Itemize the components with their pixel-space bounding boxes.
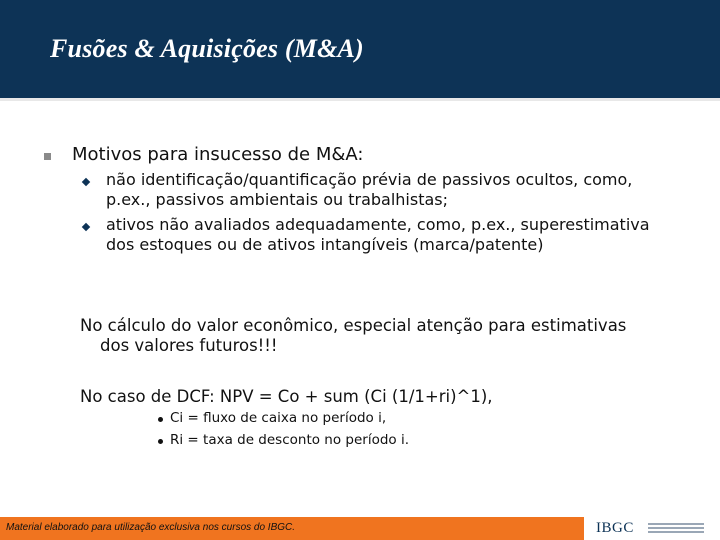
square-bullet-icon <box>44 153 51 160</box>
note-economic-value-line2: dos valores futuros!!! <box>100 336 278 355</box>
ibgc-logo <box>584 517 720 540</box>
logo-tagline-lines <box>648 523 704 525</box>
note-dcf-formula: No caso de DCF: NPV = Co + sum (Ci (1/1+ri)^1), <box>80 387 493 406</box>
sub-item-hidden-liabilities: não identificação/quantificação prévia de passivos ocultos, como, p.ex., passivos ambientais ou trabalhistas; <box>106 170 633 209</box>
diamond-bullet-icon <box>82 223 90 231</box>
definition-ci: Ci = fluxo de caixa no período i, <box>170 410 387 426</box>
diamond-bullet-icon <box>82 178 90 186</box>
dot-bullet-icon <box>158 439 163 444</box>
note-economic-value <box>80 316 700 356</box>
footer-text: Material elaborado para utilização exclusiva nos cursos do IBGC. <box>6 522 296 533</box>
dot-bullet-icon <box>158 417 163 422</box>
main-bullet-heading: Motivos para insucesso de M&A: <box>72 144 364 165</box>
logo-text: IBGC <box>596 520 634 536</box>
note-economic-value-line1: No cálculo do valor econômico, especial atenção para estimativas <box>80 316 627 335</box>
slide-title: Fusões & Aquisições (M&A) <box>50 34 364 63</box>
definition-ri: Ri = taxa de desconto no período i. <box>170 432 410 448</box>
sub-item-assets-not-evaluated: ativos não avaliados adequadamente, como, p.ex., superestimativa dos estoques ou de ativos intangíveis (marca/patente) <box>106 215 650 254</box>
